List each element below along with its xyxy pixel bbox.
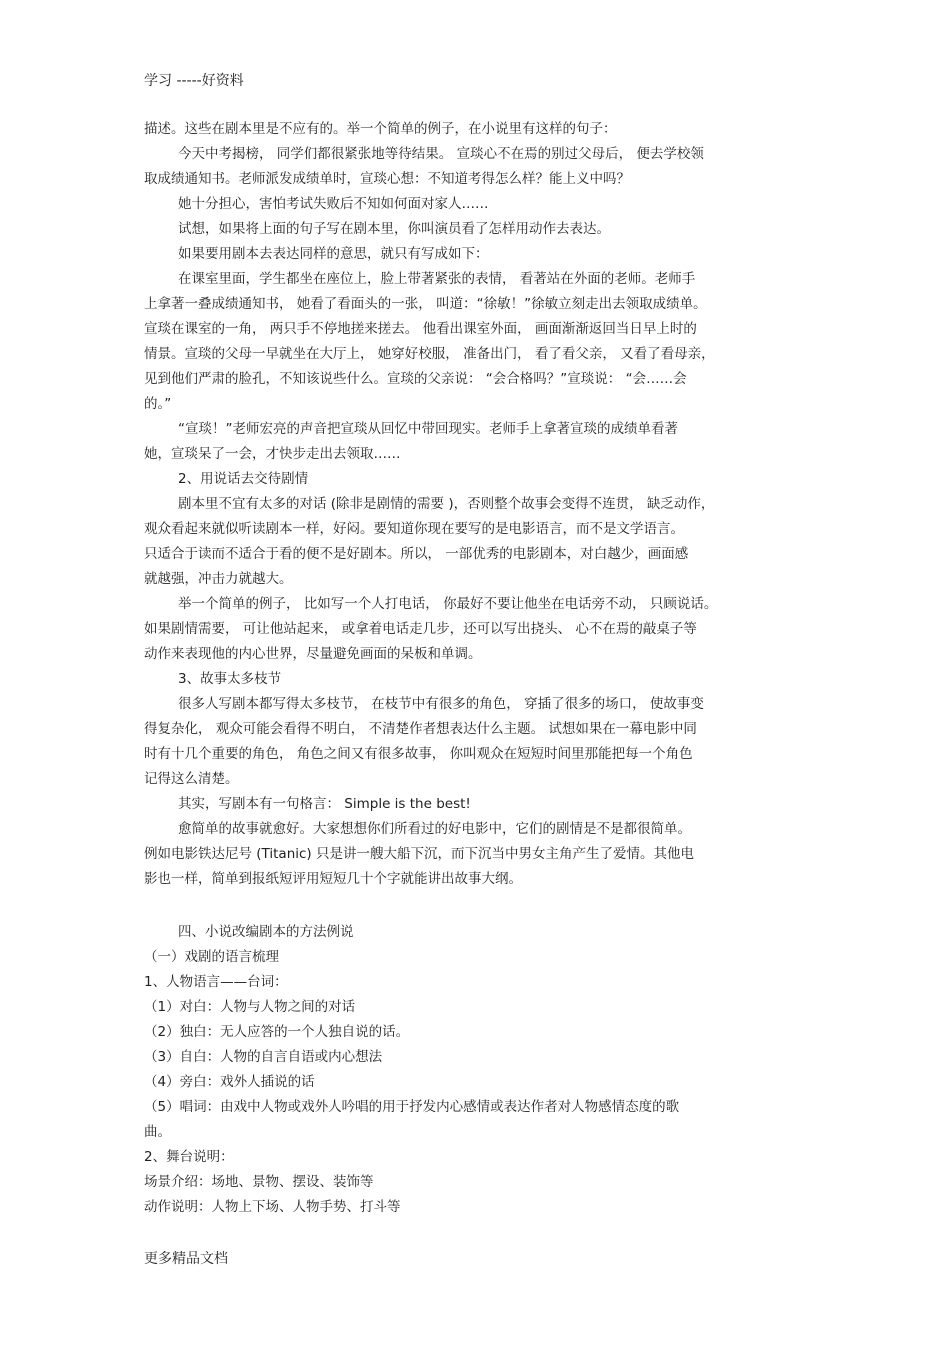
text-line: 见到他们严肃的脸孔，不知该说些什么。宣琰的父亲说： “会合格吗？”宣琰说： “会……会 bbox=[144, 371, 687, 387]
text-line: 记得这么清楚。 bbox=[144, 771, 239, 787]
page-header: 学习 -----好资料 bbox=[144, 73, 244, 89]
section-gap bbox=[144, 892, 804, 920]
text-line: 例如电影铁达尼号 (Titanic) 只是讲一艘大船下沉，而下沉当中男女主角产生了爱情。其他电 bbox=[144, 846, 694, 862]
text-line: 如果剧情需要， 可让他站起来， 或拿着电话走几步，还可以写出挠头、 心不在焉的敲桌子等 bbox=[144, 621, 697, 637]
text-line: 试想，如果将上面的句子写在剧本里，你叫演员看了怎样用动作去表达。 bbox=[178, 221, 610, 237]
text-line: 1、人物语言——台词： bbox=[144, 974, 288, 990]
page-footer: 更多精品文档 bbox=[144, 1251, 228, 1267]
text-line: 3、故事太多枝节 bbox=[178, 671, 282, 687]
text-line: 其实，写剧本有一句格言： Simple is the best! bbox=[178, 796, 471, 812]
text-line: 宣琰在课室的一角， 两只手不停地搓来搓去。 他看出课室外面， 画面渐渐返回当日早上时的 bbox=[144, 321, 697, 337]
text-line: 四、小说改编剧本的方法例说 bbox=[178, 924, 354, 940]
text-line: 就越强，冲击力就越大。 bbox=[144, 571, 293, 587]
text-line: 上拿著一叠成绩通知书， 她看了看面头的一张， 叫道：“徐敏！”徐敏立刻走出去领取成绩单。 bbox=[144, 296, 707, 312]
text-line: 2、用说话去交待剧情 bbox=[178, 471, 309, 487]
text-line: 很多人写剧本都写得太多枝节， 在枝节中有很多的角色， 穿插了很多的场口， 使故事变 bbox=[178, 696, 704, 712]
text-line: （一）戏剧的语言梳理 bbox=[144, 949, 279, 965]
text-line: 举一个简单的例子， 比如写一个人打电话， 你最好不要让他坐在电话旁不动， 只顾说话。 bbox=[178, 596, 718, 612]
text-line: 得复杂化， 观众可能会看得不明白， 不清楚作者想表达什么主题。 试想如果在一幕电影中同 bbox=[144, 721, 697, 737]
text-line: 时有十几个重要的角色， 角色之间又有很多故事， 你叫观众在短短时间里那能把每一个角色 bbox=[144, 746, 693, 762]
document-body bbox=[144, 117, 804, 1220]
text-line: 描述。这些在剧本里是不应有的。举一个简单的例子，在小说里有这样的句子： bbox=[144, 121, 617, 137]
text-line: 动作来表现他的内心世界，尽量避免画面的呆板和单调。 bbox=[144, 646, 482, 662]
text-line: 她十分担心，害怕考试失败后不知如何面对家人…… bbox=[178, 196, 489, 212]
text-line: 愈简单的故事就愈好。大家想想你们所看过的好电影中，它们的剧情是不是都很简单。 bbox=[178, 821, 691, 837]
text-line: （4）旁白：戏外人插说的话 bbox=[144, 1074, 315, 1090]
text-line: （2）独白：无人应答的一个人独自说的话。 bbox=[144, 1024, 410, 1040]
text-line: 如果要用剧本去表达同样的意思，就只有写成如下： bbox=[178, 246, 489, 262]
text-line: 取成绩通知书。老师派发成绩单时，宣琰心想：不知道考得怎么样？能上义中吗？ bbox=[144, 171, 630, 187]
body-text-block bbox=[144, 117, 804, 892]
text-line: 情景。宣琰的父母一早就坐在大厅上， 她穿好校服， 准备出门， 看了看父亲， 又看了看母亲， bbox=[144, 346, 715, 362]
text-line: （3）自白：人物的自言自语或内心想法 bbox=[144, 1049, 383, 1065]
text-line: 场景介绍：场地、景物、摆设、装饰等 bbox=[144, 1174, 374, 1190]
text-line: 2、舞台说明： bbox=[144, 1149, 234, 1165]
text-line: 曲。 bbox=[144, 1124, 171, 1140]
text-line: 剧本里不宜有太多的对话 (除非是剧情的需要 )，否则整个故事会变得不连贯， 缺乏动作， bbox=[178, 496, 715, 512]
text-line: 影也一样，简单到报纸短评用短短几十个字就能讲出故事大纲。 bbox=[144, 871, 522, 887]
text-line: 观众看起来就似听读剧本一样，好闷。要知道你现在要写的是电影语言，而不是文学语言。 bbox=[144, 521, 684, 537]
text-line: 的。” bbox=[144, 396, 172, 412]
text-line: （1）对白：人物与人物之间的对话 bbox=[144, 999, 356, 1015]
text-line: 只适合于读而不适合于看的便不是好剧本。所以， 一部优秀的电影剧本，对白越少，画面感 bbox=[144, 546, 689, 562]
text-line: 她，宣琰呆了一会，才快步走出去领取…… bbox=[144, 446, 401, 462]
section-text-block bbox=[144, 920, 804, 1220]
text-line: （5）唱词：由戏中人物或戏外人吟唱的用于抒发内心感情或表达作者对人物感情态度的歌 bbox=[144, 1099, 680, 1115]
text-line: 在课室里面，学生都坐在座位上，脸上带著紧张的表情， 看著站在外面的老师。老师手 bbox=[178, 271, 696, 287]
text-line: 动作说明：人物上下场、人物手势、打斗等 bbox=[144, 1199, 401, 1215]
text-line: 今天中考揭榜， 同学们都很紧张地等待结果。 宣琰心不在焉的别过父母后， 便去学校领 bbox=[178, 146, 704, 162]
text-line: “宣琰！”老师宏亮的声音把宣琰从回忆中带回现实。老师手上拿著宣琰的成绩单看著 bbox=[178, 421, 678, 437]
